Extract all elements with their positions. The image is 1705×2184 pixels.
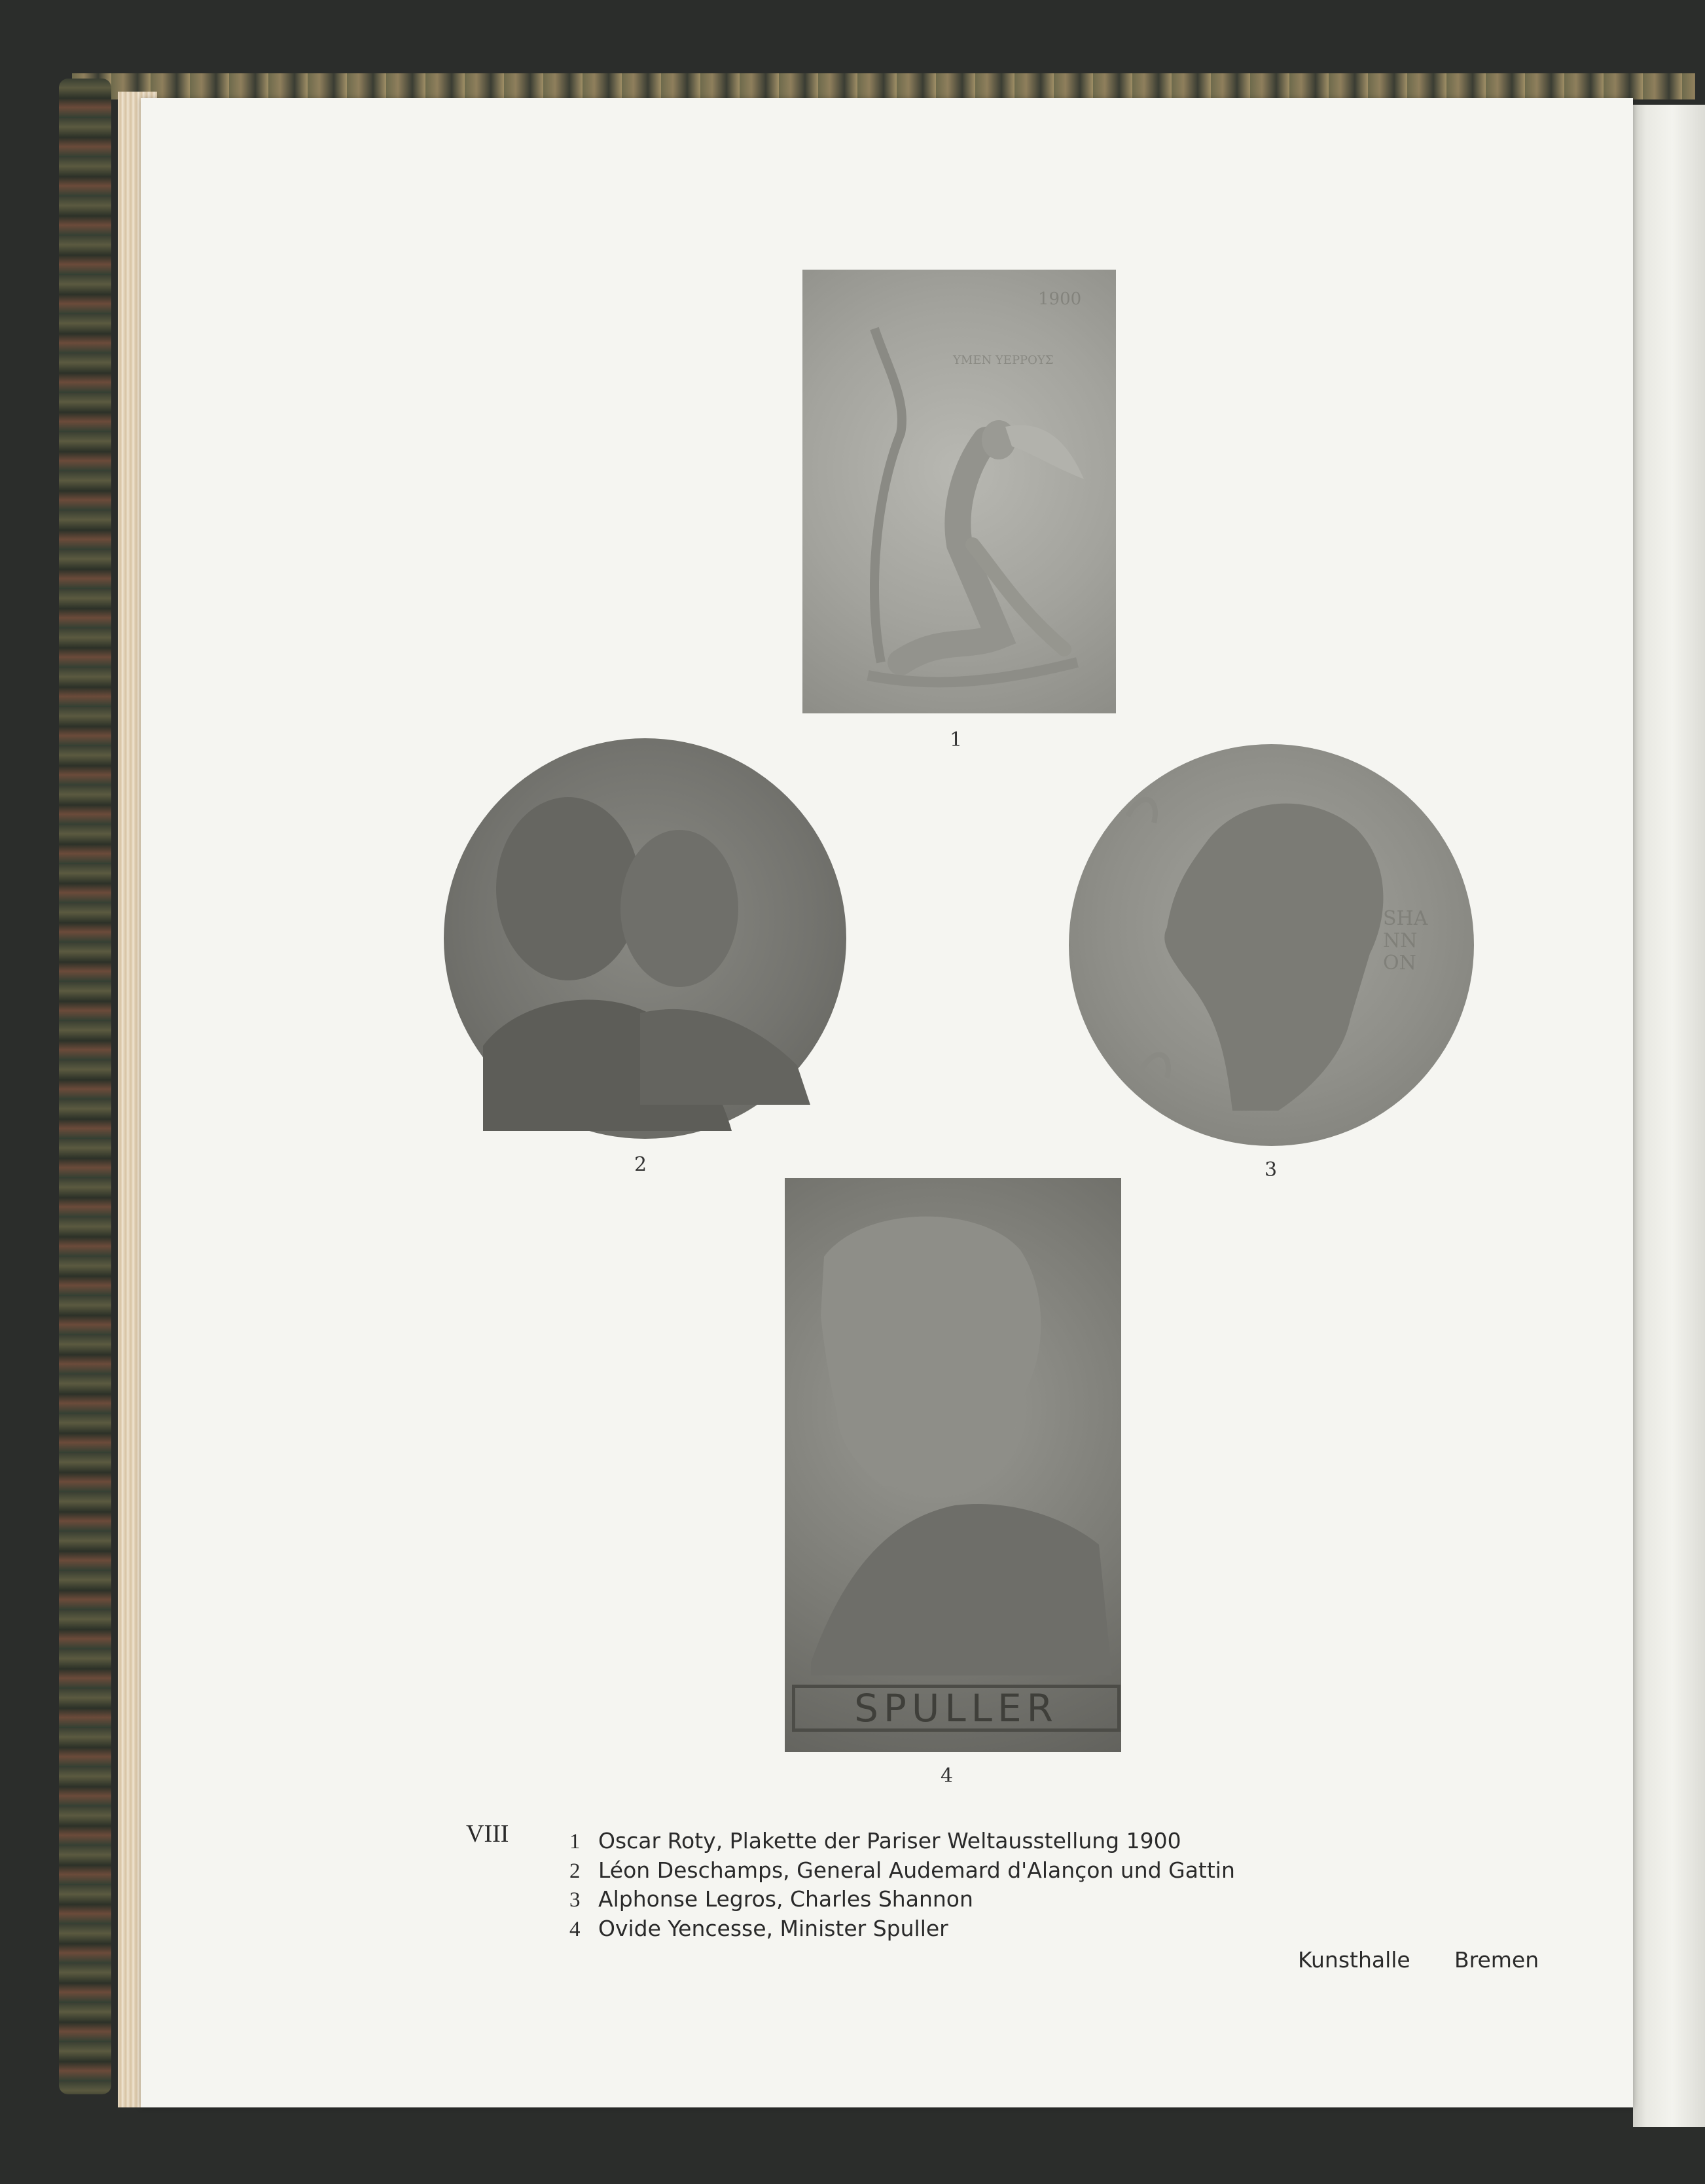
plaquette-inscription: ΥΜΕΝ ΥΕΡΡΟΥΣ bbox=[953, 353, 1054, 367]
figure-number-4: 4 bbox=[941, 1764, 954, 1787]
caption-line-1 bbox=[569, 1828, 1181, 1854]
caption-line-4 bbox=[569, 1916, 948, 1942]
caption-number: 1 bbox=[569, 1830, 581, 1853]
plaquette-image-1 bbox=[802, 270, 1116, 713]
plaquette-image-4 bbox=[785, 1178, 1121, 1752]
medal-3-inscription: SHANNON bbox=[1383, 907, 1428, 975]
source-city: Bremen bbox=[1454, 1947, 1539, 1973]
book-top-edge bbox=[72, 73, 1695, 99]
medal-image-3 bbox=[1069, 744, 1474, 1146]
medal-image-2 bbox=[444, 738, 846, 1139]
figure-number-2: 2 bbox=[634, 1153, 647, 1176]
plaquette-year: 1900 bbox=[1038, 289, 1082, 309]
caption-number: 3 bbox=[569, 1888, 581, 1912]
caption-number: 2 bbox=[569, 1859, 581, 1883]
plaquette-4-relief-drawing bbox=[785, 1178, 1121, 1752]
caption-text: Oscar Roty, Plakette der Pariser Weltausstellung 1900 bbox=[598, 1828, 1181, 1853]
figure-number-1: 1 bbox=[950, 728, 963, 751]
plate-number: VIII bbox=[466, 1820, 509, 1848]
medal-2-relief-drawing bbox=[444, 738, 846, 1139]
caption-text: Alphonse Legros, Charles Shannon bbox=[598, 1886, 973, 1912]
caption-text: Léon Deschamps, General Audemard d'Alançon und Gattin bbox=[598, 1857, 1235, 1883]
caption-line-2 bbox=[569, 1857, 1235, 1884]
caption-text: Ovide Yencesse, Minister Spuller bbox=[598, 1916, 948, 1941]
caption-line-3 bbox=[569, 1886, 973, 1912]
figure-number-3: 3 bbox=[1265, 1158, 1278, 1181]
book-binding bbox=[59, 79, 111, 2094]
source-institution: Kunsthalle bbox=[1298, 1947, 1410, 1973]
plaquette-4-inscription: SPULLER bbox=[792, 1685, 1121, 1732]
facing-page-edge bbox=[1633, 105, 1705, 2127]
plaquette-relief-drawing bbox=[802, 270, 1116, 713]
caption-number: 4 bbox=[569, 1918, 581, 1941]
